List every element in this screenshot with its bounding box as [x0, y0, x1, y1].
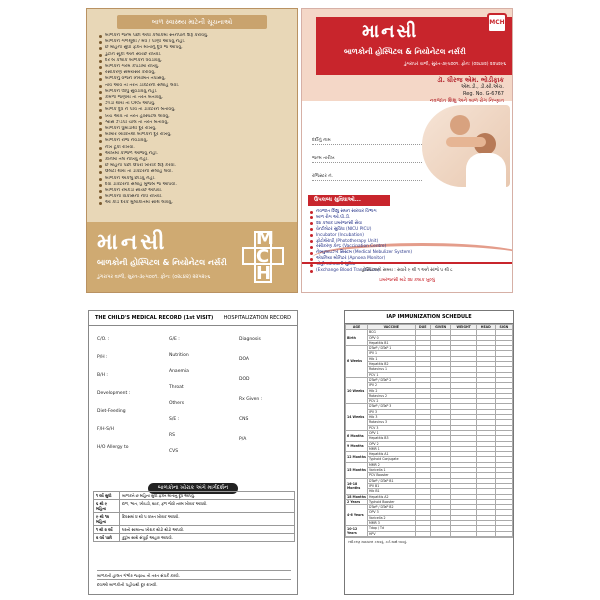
schedule-vaccine: OPV 0 — [368, 335, 416, 340]
record-notes — [97, 570, 291, 588]
footer-emergency: ઇમરજન્સી માટે ૨૪ કલાક ખુલ્લું — [379, 278, 435, 283]
schedule-age: 12 Months — [346, 452, 368, 463]
facility-item: રસીકરણ કેન્દ્ર (Vaccination Centre) — [310, 244, 412, 250]
table-row — [94, 513, 295, 526]
tips-heading: બાળ સ્વાસ્થ્ય માટેની સૂચનાઓ — [117, 15, 267, 29]
record-field: CNS — [239, 417, 249, 422]
tip-item: બાળકના વિકાસની નોંધ રાખવી. — [99, 194, 287, 200]
schedule-age: 6 Months — [346, 430, 368, 441]
tip-item: આંખમાં કાજળ આંજવું નહીં. — [99, 151, 287, 157]
facility-item: (Exchange Blood Transfusion) — [310, 268, 412, 274]
schedule-age: 4-6 Years — [346, 505, 368, 526]
schedule-cell — [495, 531, 512, 536]
record-field: S/E : — [169, 417, 180, 422]
schedule-col-header: HEAD — [476, 325, 495, 330]
tip-item: બાળકને રોજ નવડાવવું. — [99, 138, 287, 144]
brand-name: માનસી — [97, 230, 168, 255]
tip-item: બાળક દૂધ ન પીવે તો ડૉક્ટરને બતાવવું. — [99, 107, 287, 113]
tips-list — [87, 29, 297, 207]
schedule-col-header: SIGN — [495, 325, 512, 330]
note-2: દવાઓ બાળકોની પહોંચથી દૂર રાખવી. — [97, 579, 291, 588]
diet-text: બાળકને છ મહિના સુધી ફક્ત માતાનું દૂધ આપવું. — [120, 492, 295, 500]
schedule-vaccine: DTwP / DTaP 2 — [368, 377, 416, 382]
tip-item: છ મહિના પછી ઉપરી ખોરાક શરૂ કરવો. — [99, 163, 287, 169]
doctor-degree: એમ.ડી., ડી.સી.એચ. — [460, 84, 504, 90]
diet-age: ૧ વર્ષ સુધી — [94, 492, 120, 500]
title-banner — [316, 17, 512, 75]
diet-table — [93, 491, 295, 542]
note-1: બાળકની હાલત ગંભીર જણાય તો તરત સંપર્ક કરવો. — [97, 570, 291, 579]
immunization-schedule — [344, 310, 514, 595]
diet-age: ૧ થી ૨ વર્ષ — [94, 526, 120, 534]
schedule-age: 14 Weeks — [346, 404, 368, 430]
tip-item: તાવ આવે તો તરત ડૉક્ટરની સલાહ લેવી. — [99, 83, 287, 89]
schedule-vaccine: PCV Booster — [368, 473, 416, 478]
schedule-cell — [451, 531, 476, 536]
schedule-vaccine: IPV 2 — [368, 383, 416, 388]
schedule-vaccine: PCV 1 — [368, 372, 416, 377]
record-field: Rx Given : — [239, 397, 263, 402]
tip-item: આ કાર્ડ દરેક મુલાકાતમાં સાથે લાવવું. — [99, 200, 287, 206]
field-dob[interactable]: જન્મ તારીખ — [312, 155, 422, 163]
record-field: DOD — [239, 377, 250, 382]
schedule-vaccine: OPV 2 — [368, 441, 416, 446]
record-field: F/H-S/H — [97, 427, 114, 432]
schedule-age: 6 Weeks — [346, 346, 368, 378]
schedule-age: 18 Months — [347, 494, 366, 499]
hospital-title: માનસી — [362, 21, 419, 42]
mch-logo — [241, 230, 285, 284]
doctor-info — [302, 77, 504, 105]
tip-item: બાળકને ગળથૂથી / મધ / પાણી આપવું નહીં. — [99, 39, 287, 45]
schedule-vaccine: OPV 3 — [368, 510, 416, 515]
record-field: P/H : — [97, 355, 108, 360]
hospital-subtitle: બાળકોની હોસ્પિટલ & નિયોનેટલ નર્સરી — [344, 47, 466, 56]
table-row — [94, 500, 295, 513]
tip-item: બાળકને જન્મ પછી અર્ધો કલાકમાં સ્તનપાન શરૂ કરાવવું. — [99, 33, 287, 39]
reg-no: Reg. No. G-6767 — [463, 91, 504, 97]
diet-text: દિવસમાં ૪ થી ૫ વખત ખોરાક આપવો. — [120, 513, 295, 526]
schedule-vaccine: IPV 1 — [368, 351, 416, 356]
mch-letter-c: C — [256, 246, 270, 267]
schedule-vaccine: Hib 2 — [368, 388, 416, 393]
hospital-address — [404, 61, 506, 67]
record-field: RS — [169, 433, 175, 438]
schedule-vaccine: Hepatitis B2 — [368, 362, 416, 367]
schedule-vaccine: DTwP / DTaP B1 — [368, 478, 416, 483]
tip-item: ડુંટીને સૂકી અને સ્વચ્છ રાખવી. — [99, 52, 287, 58]
schedule-age: 9 Months — [346, 441, 368, 452]
schedule-vaccine: MMR 3 — [368, 520, 416, 525]
diet-section-title: બાળકોના ખોરાક અંગે માર્ગદર્શન — [148, 483, 238, 494]
tip-item: બાળકને ઊંધું સુવડાવવું નહીં. — [99, 89, 287, 95]
facility-item: બાળ રોગ ઓ.પી.ડી. — [310, 215, 412, 221]
facility-item: Incubator (Incubation) — [310, 233, 412, 239]
tip-item: બાળકને એકલું છોડવું નહીં. — [99, 176, 287, 182]
tip-item: છ મહિના સુધી ફક્ત માતાનું દૂધ જ આપવું. — [99, 45, 287, 51]
tip-item: બાળકને ગરમ કપડામાં રાખવું. — [99, 64, 287, 70]
record-field: DOA — [239, 357, 250, 362]
tip-item: રસીકરણ સમયસર કરાવવું. — [99, 70, 287, 76]
diet-age: ૨ વર્ષ પછી — [94, 534, 120, 542]
schedule-vaccine: Varicella 2 — [368, 515, 416, 520]
facility-item: નવજાત શિશુ સઘન સારવાર વિભાગ — [310, 209, 412, 215]
record-field: Development : — [97, 391, 131, 396]
schedule-vaccine: IPV B1 — [368, 483, 416, 488]
patient-fields — [312, 137, 422, 191]
hospital-logo: MCH — [487, 13, 507, 33]
table-row — [346, 531, 513, 536]
mother-baby-photo — [422, 105, 510, 187]
address-text: ડુંગરાપર વાળી, સુરત-૩૯૫૦૦૧. — [403, 62, 460, 67]
tip-item: બાળકને ધુમાડાથી દૂર રાખવું. — [99, 126, 287, 132]
record-field: G/E : — [169, 337, 180, 342]
schedule-vaccine: Hib 1 — [368, 356, 416, 361]
schedule-vaccine: BCG — [368, 330, 416, 335]
schedule-col-header: AGE — [346, 325, 368, 330]
schedule-vaccine: Tdap / Td — [368, 526, 416, 531]
schedule-vaccine: Rotavirus 1 — [368, 367, 416, 372]
schedule-vaccine: DTwP / DTaP 3 — [368, 404, 416, 409]
record-field: Anaemia — [169, 369, 189, 374]
schedule-age: 10-12 Years — [346, 526, 368, 537]
record-field: H/O Allergy to — [97, 445, 129, 450]
tip-item: બીમાર વ્યક્તિથી બાળકને દૂર રાખવું. — [99, 132, 287, 138]
field-patient-name[interactable]: દર્દીનું નામ — [312, 137, 422, 145]
table-row — [94, 526, 295, 534]
record-field: Others — [169, 401, 185, 406]
diet-section-band — [89, 474, 297, 491]
schedule-cell — [415, 531, 430, 536]
facility-item: નેબ્યુલાઇઝર સિસ્ટમ (Medical Nebulizer System) — [310, 250, 412, 256]
schedule-age: 10 Weeks — [346, 377, 368, 403]
tip-item: ઝાડા થાય તો ORS આપવું. — [99, 101, 287, 107]
schedule-cell — [430, 531, 451, 536]
table-row — [94, 492, 295, 500]
facility-item: લોહી બદલવાની સુવિધા — [310, 262, 412, 268]
mch-letter-h: H — [256, 263, 272, 284]
schedule-vaccine: HPV — [368, 531, 416, 536]
schedule-vaccine: IPV 3 — [368, 409, 416, 414]
schedule-col-header: WEIGHT — [451, 325, 476, 330]
record-field: P/A — [239, 437, 247, 442]
schedule-vaccine: Rotavirus 2 — [368, 393, 416, 398]
schedule-col-header: DUE — [415, 325, 430, 330]
cover-panel — [301, 8, 513, 293]
schedule-vaccine: Rotavirus 3 — [368, 420, 416, 425]
schedule-cell — [476, 531, 495, 536]
schedule-vaccine: MMR 2 — [368, 462, 416, 467]
tip-item: બાળકને રમકડાં સ્વચ્છ આપવા. — [99, 188, 287, 194]
schedule-footer: રસીકરણ સમયસર કરાવવું. કાર્ડ સાથે લાવવું. — [345, 537, 513, 547]
footer-hours: હોસ્પિટલનો સમય : સવારે ૯ થી ૧ અને સાંજે ૫ થી ૮ — [361, 268, 453, 273]
field-reg-no[interactable]: રજિસ્ટર નં. — [312, 173, 422, 181]
schedule-vaccine: Varicella 1 — [368, 468, 416, 473]
schedule-vaccine: OPV 1 — [368, 430, 416, 435]
brand-address: ડુંગરાપર વાળી, સુરત-૩૯૫૦૦૧. ફોન: (૦૨૮૪૨) ૨૨૫૨૯૬ — [97, 274, 211, 280]
schedule-table — [345, 324, 513, 537]
phone-text: ફોન: (૦૨૮૪૨) ૨૨૫૨૯૬ — [461, 62, 506, 67]
record-title: THE CHILD'S MEDICAL RECORD (1st VISIT) — [95, 315, 214, 321]
diet-text: કુટુંબ સાથે સંપૂર્ણ આહાર આપવો. — [120, 534, 295, 542]
schedule-age: 2 Years — [346, 499, 368, 504]
schedule-vaccine: PCV 2 — [368, 399, 416, 404]
facility-item: એપનિયા મોનિટર (Apnoea Monitor) — [310, 256, 412, 262]
brand-block — [87, 222, 297, 292]
schedule-vaccine: Hib 3 — [368, 415, 416, 420]
schedule-vaccine: Hepatitis B1 — [368, 340, 416, 345]
tips-panel — [86, 8, 298, 293]
tip-item: કાનમાં તેલ નાખવું નહીં. — [99, 157, 287, 163]
schedule-age: 16-18 Months — [346, 478, 368, 494]
hospitalization-title: HOSPITALIZATION RECORD — [223, 315, 291, 321]
diet-age: ૯ થી ૧૨ મહિના — [94, 513, 120, 526]
tip-item: દર બે કલાકે બાળકને ધવડાવવું. — [99, 58, 287, 64]
schedule-vaccine: Hib B1 — [368, 489, 416, 494]
schedule-vaccine: Hepatitis B3 — [368, 436, 416, 441]
schedule-vaccine: Hepatitis A1 — [368, 452, 416, 457]
diet-text: ઘરનો સામાન્ય ખોરાક થોડો થોડો આપવો. — [120, 526, 295, 534]
facility-item: વેન્ટીલેટર સુવિધા (NICU PICU) — [310, 227, 412, 233]
schedule-col-header: GIVEN — [430, 325, 451, 330]
record-field: B/H : — [97, 373, 108, 378]
record-field: Diet-Feeding — [97, 409, 126, 414]
schedule-col-header: VACCINE — [368, 325, 416, 330]
schedule-age: 15 Months — [346, 462, 368, 478]
medical-record-form — [88, 310, 298, 595]
record-field: Diagnosis — [239, 337, 261, 342]
schedule-title: IAP IMMUNIZATION SCHEDULE — [345, 311, 513, 324]
schedule-vaccine: DTwP / DTaP B2 — [368, 505, 416, 510]
schedule-vaccine: Typhoid Conjugate — [368, 457, 416, 462]
table-row — [94, 534, 295, 542]
tip-item: નખ ટૂંકા રાખવા. — [99, 145, 287, 151]
record-header — [89, 311, 297, 326]
brand-subtitle: બાળકોની હોસ્પિટલ & નિયોનેટલ નર્સરી — [97, 258, 227, 267]
diet-age: ૬ થી ૯ મહિના — [94, 500, 120, 513]
diet-text: દાળ, ભાત, ખીચડી, શાક, ફળ જેવો નરમ ખોરાક આપવો. — [120, 500, 295, 513]
schedule-vaccine: Typhoid Booster — [368, 499, 416, 504]
tip-item: ઉલટી થાય તો ડૉક્ટરની સલાહ લેવી. — [99, 169, 287, 175]
facilities-heading: ઉપલબ્ધ સુવિધાઓ... — [308, 195, 390, 206]
facility-item: ૨૪ કલાક ઇમરજન્સી સેવા — [310, 221, 412, 227]
cover-footer — [302, 262, 512, 292]
doctor-specialty: નવજાત શિશુ અને બાળ રોગ નિષ્ણાત — [429, 98, 504, 104]
record-field: CVS — [169, 449, 179, 454]
tip-item: ખેંચ આવે તો તરત હોસ્પિટલ લાવવું. — [99, 114, 287, 120]
tip-item: બાળકનું વજન નિયમિત તપાસવું. — [99, 76, 287, 82]
facility-item: ફોટોથેરાપી (Phototherapy Unit) — [310, 239, 412, 245]
schedule-vaccine: DTwP / DTaP 1 — [368, 346, 416, 351]
tip-item: દવા ડૉક્ટરની સલાહ મુજબ જ આપવી. — [99, 182, 287, 188]
tip-item: કમળો જણાય તો તરત બતાવવું. — [99, 95, 287, 101]
record-field: Throat — [169, 385, 184, 390]
schedule-age: Birth — [346, 330, 368, 346]
tip-item: શ્વાસ ઝડપી ચાલે તો તરત બતાવવું. — [99, 120, 287, 126]
schedule-vaccine: PCV 3 — [368, 425, 416, 430]
schedule-vaccine: Hepatitis A2 — [368, 494, 416, 499]
doctor-name: ડૉ. ધીરજ એમ. ભોડીફાક — [437, 76, 504, 84]
record-field: Nutrition — [169, 353, 189, 358]
mch-letter-m: M — [256, 228, 274, 249]
record-field: C/O. : — [97, 337, 110, 342]
schedule-vaccine: MMR 1 — [368, 446, 416, 451]
